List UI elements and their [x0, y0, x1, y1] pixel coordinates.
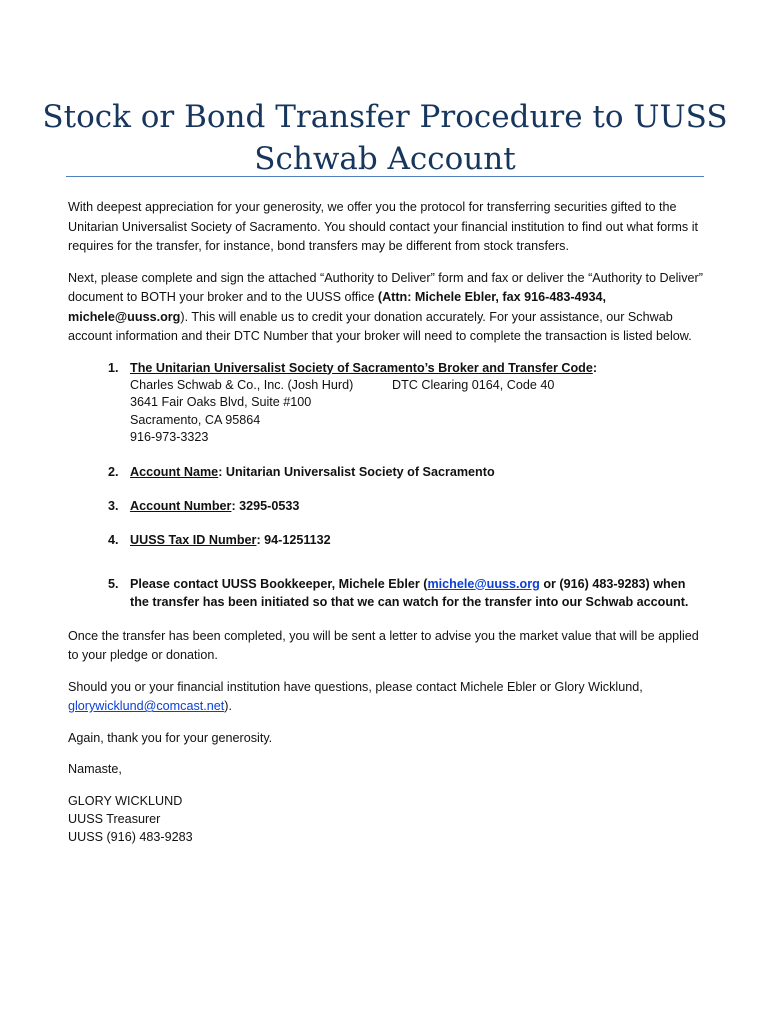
list-item-tax-id: [68, 531, 704, 549]
page-title: [40, 96, 730, 180]
broker-heading: The Unitarian Universalist Society of Sacramento’s Broker and Transfer Code: [130, 360, 593, 375]
attn-contact: (Attn: Michele Ebler, fax 916-483-4934, michele@uuss.org: [68, 290, 607, 324]
broker-name: Charles Schwab & Co., Inc. (Josh Hurd): [130, 377, 354, 392]
instructions-text: Next, please complete and sign the attached “Authority to Deliver” form and fax or deliver the “Authority to Deliver” document to BOTH your broker and to the UUSS office: [68, 270, 703, 304]
list-number: 3.: [108, 498, 119, 513]
broker-address-2: Sacramento, CA 95864: [130, 412, 261, 427]
broker-details: [130, 377, 704, 447]
signature-block: [68, 792, 704, 846]
instructions-paragraph: [68, 269, 704, 347]
account-number-value: : 3295-0533: [231, 498, 300, 513]
completion-paragraph: Once the transfer has been completed, you will be sent a letter to advise you the market value that will be applied to your pledge or donation.: [68, 628, 699, 662]
list-item-account-number: [68, 497, 704, 515]
bookkeeper-email-link[interactable]: michele@uuss.org: [427, 576, 540, 591]
closing: Namaste,: [68, 762, 122, 776]
list-item-account-name: [68, 463, 704, 481]
list-number: 5.: [108, 576, 119, 591]
intro-paragraph: With deepest appreciation for your generosity, we offer you the protocol for transferring securities gifted to the Unitarian Universalist Society of Sacramento. You should contact your financial institution to find out what forms it requires for the transfer, for instance, bond transfers may be different from stock transfers.: [68, 200, 699, 253]
instructions-text-end: ). This will enable us to credit your donation accurately. For your assistance, our Schwab account information and their DTC Number that your broker will need to complete the transaction is listed below.: [68, 309, 692, 343]
treasurer-email-link[interactable]: glorywicklund@comcast.net: [68, 699, 225, 713]
title-line-2: Schwab Account: [254, 141, 516, 177]
list-number: 2.: [108, 464, 119, 479]
broker-phone: 916-973-3323: [130, 430, 209, 444]
questions-text-end: ).: [224, 699, 232, 713]
title-line-1: Stock or Bond Transfer Procedure to UUSS: [42, 99, 728, 135]
dtc-code: DTC Clearing 0164, Code 40: [392, 377, 555, 392]
list-number: 1.: [108, 360, 119, 375]
transfer-info-list: [68, 359, 704, 611]
list-number: 4.: [108, 532, 119, 547]
questions-paragraph: [68, 678, 704, 717]
list-item-contact: [68, 575, 704, 611]
thanks-paragraph: Again, thank you for your generosity.: [68, 730, 273, 745]
contact-text-end: or (916) 483-9283) when the transfer has been initiated so that we can watch for the transfer into our Schwab account.: [130, 576, 689, 609]
broker-address-1: 3641 Fair Oaks Blvd, Suite #100: [130, 395, 312, 409]
tax-id-value: : 94-1251132: [256, 532, 331, 547]
title-divider: [66, 176, 704, 177]
contact-text: Please contact UUSS Bookkeeper, Michele Ebler (: [130, 576, 428, 591]
signer-title: UUSS Treasurer: [68, 811, 161, 826]
broker-heading-sep: :: [592, 360, 598, 375]
tax-id-label: UUSS Tax ID Number: [130, 532, 257, 547]
list-item-broker: [68, 359, 704, 447]
signer-name: GLORY WICKLUND: [68, 793, 183, 808]
signer-phone: UUSS (916) 483-9283: [68, 829, 193, 844]
account-name-label: Account Name: [130, 464, 219, 479]
account-name-value: : Unitarian Universalist Society of Sacramento: [218, 464, 495, 479]
questions-text: Should you or your financial institution have questions, please contact Michele Ebler or Glory Wicklund,: [68, 679, 643, 694]
account-number-label: Account Number: [130, 498, 232, 513]
document-body: [68, 198, 704, 846]
